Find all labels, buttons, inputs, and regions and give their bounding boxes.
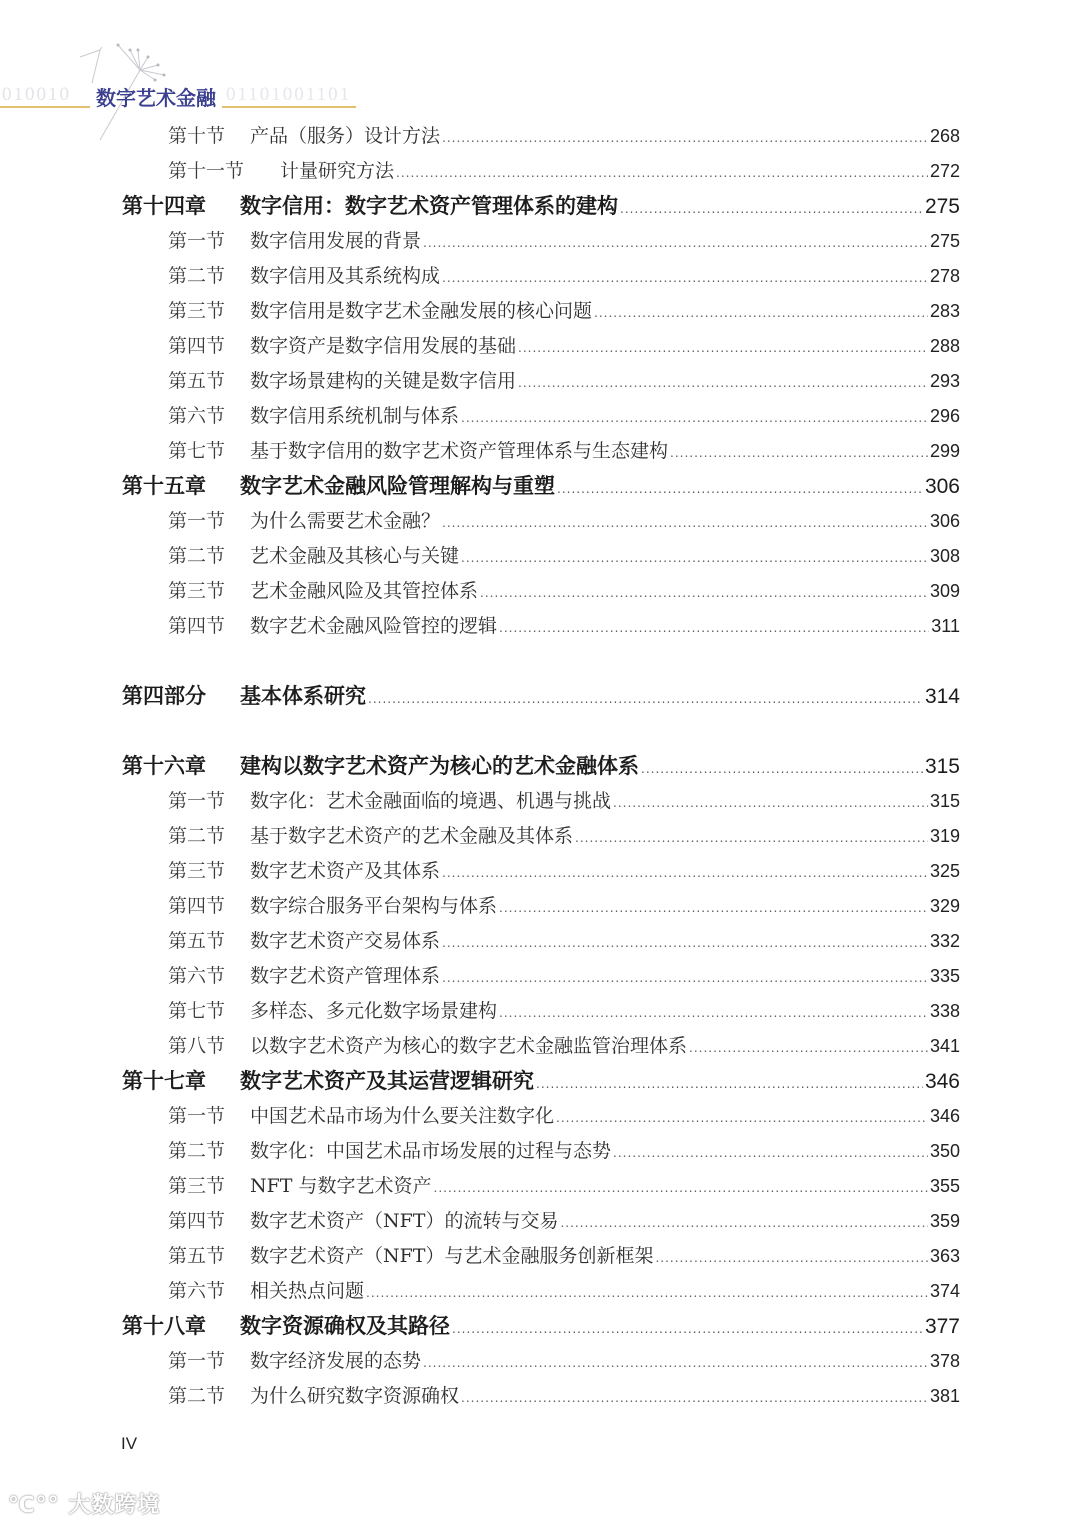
- dot-leader: [557, 482, 923, 496]
- entry-label: 第一节: [168, 230, 226, 252]
- entry-page: 341: [929, 1036, 960, 1056]
- toc-chapter-entry[interactable]: [122, 1310, 960, 1342]
- entry-label: 第十七章: [122, 1069, 206, 1093]
- entry-page: 374: [929, 1281, 960, 1301]
- decorative-binary-left: 010010: [2, 84, 71, 105]
- entry-title: 产品（服务）设计方法: [250, 125, 441, 147]
- toc-entry[interactable]: [168, 121, 960, 151]
- dot-leader: [434, 1181, 928, 1195]
- toc-chapter-entry[interactable]: [122, 470, 960, 502]
- toc-entry[interactable]: [168, 786, 960, 816]
- dot-leader: [560, 1216, 927, 1230]
- entry-label: 第十六章: [122, 754, 206, 778]
- dot-leader: [620, 202, 923, 216]
- entry-page: 311: [931, 616, 960, 636]
- dot-leader: [368, 692, 923, 706]
- entry-page: 278: [929, 266, 960, 286]
- dot-leader: [641, 762, 923, 776]
- entry-page: 346: [929, 1106, 960, 1126]
- toc-entry[interactable]: [168, 261, 960, 291]
- toc-entry[interactable]: [168, 331, 960, 361]
- dot-leader: [461, 1391, 928, 1405]
- entry-title: 数字化：艺术金融面临的境遇、机遇与挑战: [250, 790, 612, 812]
- toc-entry[interactable]: [168, 226, 960, 256]
- entry-title: 以数字艺术资产为核心的数字艺术金融监管治理体系: [250, 1035, 688, 1057]
- entry-title: 数字场景建构的关键是数字信用: [250, 370, 517, 392]
- entry-page: 275: [929, 231, 960, 251]
- entry-page: 315: [924, 755, 960, 778]
- entry-label: 第一节: [168, 790, 226, 812]
- entry-title: 为什么研究数字资源确权: [250, 1385, 460, 1407]
- dot-leader: [366, 1286, 928, 1300]
- toc-entry[interactable]: [168, 366, 960, 396]
- entry-title: 中国艺术品市场为什么要关注数字化: [250, 1105, 555, 1127]
- entry-label: 第四节: [168, 1210, 226, 1232]
- dot-leader: [613, 796, 928, 810]
- entry-title: 数字信用系统机制与体系: [250, 405, 460, 427]
- entry-page: 299: [929, 441, 960, 461]
- entry-title: 数字化：中国艺术品市场发展的过程与态势: [250, 1140, 612, 1162]
- entry-page: 306: [929, 511, 960, 531]
- entry-label: 第二节: [168, 545, 226, 567]
- entry-title: 数字综合服务平台架构与体系: [250, 895, 498, 917]
- entry-label: 第四部分: [122, 684, 206, 708]
- entry-page: 283: [929, 301, 960, 321]
- entry-label: 第一节: [168, 1350, 226, 1372]
- entry-label: 第八节: [168, 1035, 226, 1057]
- watermark-text: 大数跨境: [68, 1493, 161, 1518]
- entry-label: 第十八章: [122, 1314, 206, 1338]
- entry-page: 355: [929, 1176, 960, 1196]
- dot-leader: [499, 901, 928, 915]
- running-header: [0, 0, 1080, 110]
- dot-leader: [518, 341, 928, 355]
- entry-title: 数字艺术资产（NFT）的流转与交易: [250, 1210, 559, 1232]
- entry-label: 第二节: [168, 265, 226, 287]
- dot-leader: [442, 271, 928, 285]
- entry-page: 308: [929, 546, 960, 566]
- dot-leader: [442, 866, 928, 880]
- entry-label: 第四节: [168, 895, 226, 917]
- entry-label: 第四节: [168, 335, 226, 357]
- toc-entry[interactable]: [168, 996, 960, 1026]
- toc-entry[interactable]: [168, 926, 960, 956]
- entry-page: 293: [929, 371, 960, 391]
- entry-page: 359: [929, 1211, 960, 1231]
- entry-page: 381: [929, 1386, 960, 1406]
- entry-page: 296: [929, 406, 960, 426]
- entry-title: 数字艺术资产及其体系: [250, 860, 441, 882]
- entry-label: 第七节: [168, 440, 226, 462]
- dot-leader: [518, 376, 928, 390]
- header-rule-left: [0, 106, 90, 108]
- entry-title: 建构以数字艺术资产为核心的艺术金融体系: [240, 754, 639, 778]
- entry-label: 第二节: [168, 1385, 226, 1407]
- entry-title: 多样态、多元化数字场景建构: [250, 1000, 498, 1022]
- toc-entry[interactable]: [168, 296, 960, 326]
- entry-label: 第三节: [168, 300, 226, 322]
- toc-chapter-entry[interactable]: [122, 190, 960, 222]
- entry-label: 第十一节: [168, 160, 245, 182]
- entry-title: 数字艺术资产（NFT）与艺术金融服务创新框架: [250, 1245, 654, 1267]
- toc-entry[interactable]: [168, 401, 960, 431]
- toc-entry[interactable]: [168, 891, 960, 921]
- dot-leader: [556, 1111, 928, 1125]
- toc-entry[interactable]: [168, 611, 960, 641]
- entry-page: 338: [929, 1001, 960, 1021]
- dot-leader: [655, 1251, 927, 1265]
- entry-title: 数字信用发展的背景: [250, 230, 422, 252]
- decorative-binary-right: 01101001101: [226, 84, 352, 105]
- entry-label: 第三节: [168, 860, 226, 882]
- entry-page: 350: [929, 1141, 960, 1161]
- watermark-logo: [8, 1488, 160, 1519]
- entry-title: 数字艺术金融风险管理解构与重塑: [240, 474, 555, 498]
- entry-label: 第三节: [168, 580, 226, 602]
- entry-label: 第二节: [168, 1140, 226, 1162]
- entry-title: 数字艺术金融风险管控的逻辑: [250, 615, 498, 637]
- entry-title: 数字资源确权及其路径: [240, 1314, 450, 1338]
- entry-page: 306: [924, 475, 960, 498]
- entry-label: 第五节: [168, 1245, 226, 1267]
- toc-entry[interactable]: [168, 1031, 960, 1061]
- entry-page: 363: [929, 1246, 960, 1266]
- dot-leader: [499, 621, 929, 635]
- toc-entry[interactable]: [168, 1241, 960, 1271]
- entry-page: 288: [929, 336, 960, 356]
- entry-title: 基于数字艺术资产的艺术金融及其体系: [250, 825, 574, 847]
- entry-page: 315: [929, 791, 960, 811]
- toc-entry[interactable]: [168, 856, 960, 886]
- dot-leader: [442, 131, 928, 145]
- toc-entry[interactable]: [168, 1136, 960, 1166]
- toc-entry[interactable]: [168, 541, 960, 571]
- header-rule-right: [222, 106, 356, 108]
- toc-entry[interactable]: [168, 821, 960, 851]
- dot-leader: [423, 1356, 928, 1370]
- entry-title: 基本体系研究: [240, 684, 366, 708]
- entry-label: 第五节: [168, 930, 226, 952]
- toc-entry[interactable]: [168, 156, 960, 186]
- page-folio: IV: [121, 1434, 138, 1453]
- entry-title: 数字艺术资产交易体系: [250, 930, 441, 952]
- dot-leader: [442, 971, 928, 985]
- entry-label: 第五节: [168, 370, 226, 392]
- entry-page: 378: [929, 1351, 960, 1371]
- dot-leader: [536, 1077, 923, 1091]
- watermark-icon: ℃°°: [8, 1493, 60, 1518]
- dot-leader: [594, 306, 928, 320]
- dot-leader: [689, 1041, 928, 1055]
- entry-page: 377: [924, 1315, 960, 1338]
- entry-title: 数字信用是数字艺术金融发展的核心问题: [250, 300, 593, 322]
- entry-label: 第一节: [168, 510, 226, 532]
- dot-leader: [670, 446, 928, 460]
- dot-leader: [423, 236, 928, 250]
- dot-leader: [442, 936, 928, 950]
- entry-title: 数字艺术资产及其运营逻辑研究: [240, 1069, 534, 1093]
- entry-page: 325: [929, 861, 960, 881]
- entry-page: 268: [929, 126, 960, 146]
- entry-label: 第六节: [168, 965, 226, 987]
- entry-page: 346: [924, 1070, 960, 1093]
- entry-label: 第十五章: [122, 474, 206, 498]
- dot-leader: [461, 411, 928, 425]
- entry-label: 第十节: [168, 125, 226, 147]
- entry-label: 第十四章: [122, 194, 206, 218]
- toc-entry[interactable]: [168, 436, 960, 466]
- entry-page: 329: [929, 896, 960, 916]
- entry-title: 数字资产是数字信用发展的基础: [250, 335, 517, 357]
- entry-label: 第六节: [168, 1280, 226, 1302]
- dot-leader: [461, 551, 928, 565]
- toc-chapter-entry[interactable]: [122, 750, 960, 782]
- entry-title: 数字信用及其系统构成: [250, 265, 441, 287]
- dandelion-icon: [70, 5, 190, 140]
- entry-page: 309: [929, 581, 960, 601]
- entry-title: 艺术金融风险及其管控体系: [250, 580, 479, 602]
- entry-label: 第一节: [168, 1105, 226, 1127]
- entry-label: 第七节: [168, 1000, 226, 1022]
- dot-leader: [442, 516, 928, 530]
- entry-title: 数字经济发展的态势: [250, 1350, 422, 1372]
- toc-entry[interactable]: [168, 1346, 960, 1376]
- entry-label: 第二节: [168, 825, 226, 847]
- dot-leader: [452, 1322, 923, 1336]
- toc-entry[interactable]: [168, 1171, 960, 1201]
- entry-title: 艺术金融及其核心与关键: [250, 545, 460, 567]
- entry-title: NFT 与数字艺术资产: [250, 1175, 432, 1197]
- toc-entry[interactable]: [168, 1381, 960, 1411]
- entry-title: 基于数字信用的数字艺术资产管理体系与生态建构: [250, 440, 669, 462]
- book-title: 数字艺术金融: [96, 86, 216, 110]
- dot-leader: [396, 166, 928, 180]
- entry-page: 319: [929, 826, 960, 846]
- entry-page: 275: [924, 195, 960, 218]
- dot-leader: [575, 831, 928, 845]
- entry-title: 数字信用：数字艺术资产管理体系的建构: [240, 194, 618, 218]
- toc-entry[interactable]: [168, 1101, 960, 1131]
- dot-leader: [480, 586, 928, 600]
- entry-page: 335: [929, 966, 960, 986]
- toc-entry[interactable]: [168, 1206, 960, 1236]
- dot-leader: [499, 1006, 928, 1020]
- toc-entry[interactable]: [168, 961, 960, 991]
- entry-label: 第四节: [168, 615, 226, 637]
- entry-page: 332: [929, 931, 960, 951]
- toc-chapter-entry[interactable]: [122, 1065, 960, 1097]
- entry-label: 第六节: [168, 405, 226, 427]
- toc-entry[interactable]: [168, 1276, 960, 1306]
- entry-title: 为什么需要艺术金融？: [250, 510, 441, 532]
- entry-page: 272: [929, 161, 960, 181]
- entry-title: 计量研究方法: [280, 160, 395, 182]
- dot-leader: [613, 1146, 928, 1160]
- entry-page: 314: [924, 685, 960, 708]
- entry-title: 数字艺术资产管理体系: [250, 965, 441, 987]
- toc-entry[interactable]: [168, 506, 960, 536]
- toc-entry[interactable]: [168, 576, 960, 606]
- entry-title: 相关热点问题: [250, 1280, 365, 1302]
- entry-label: 第三节: [168, 1175, 226, 1197]
- toc-part-entry[interactable]: [122, 680, 960, 712]
